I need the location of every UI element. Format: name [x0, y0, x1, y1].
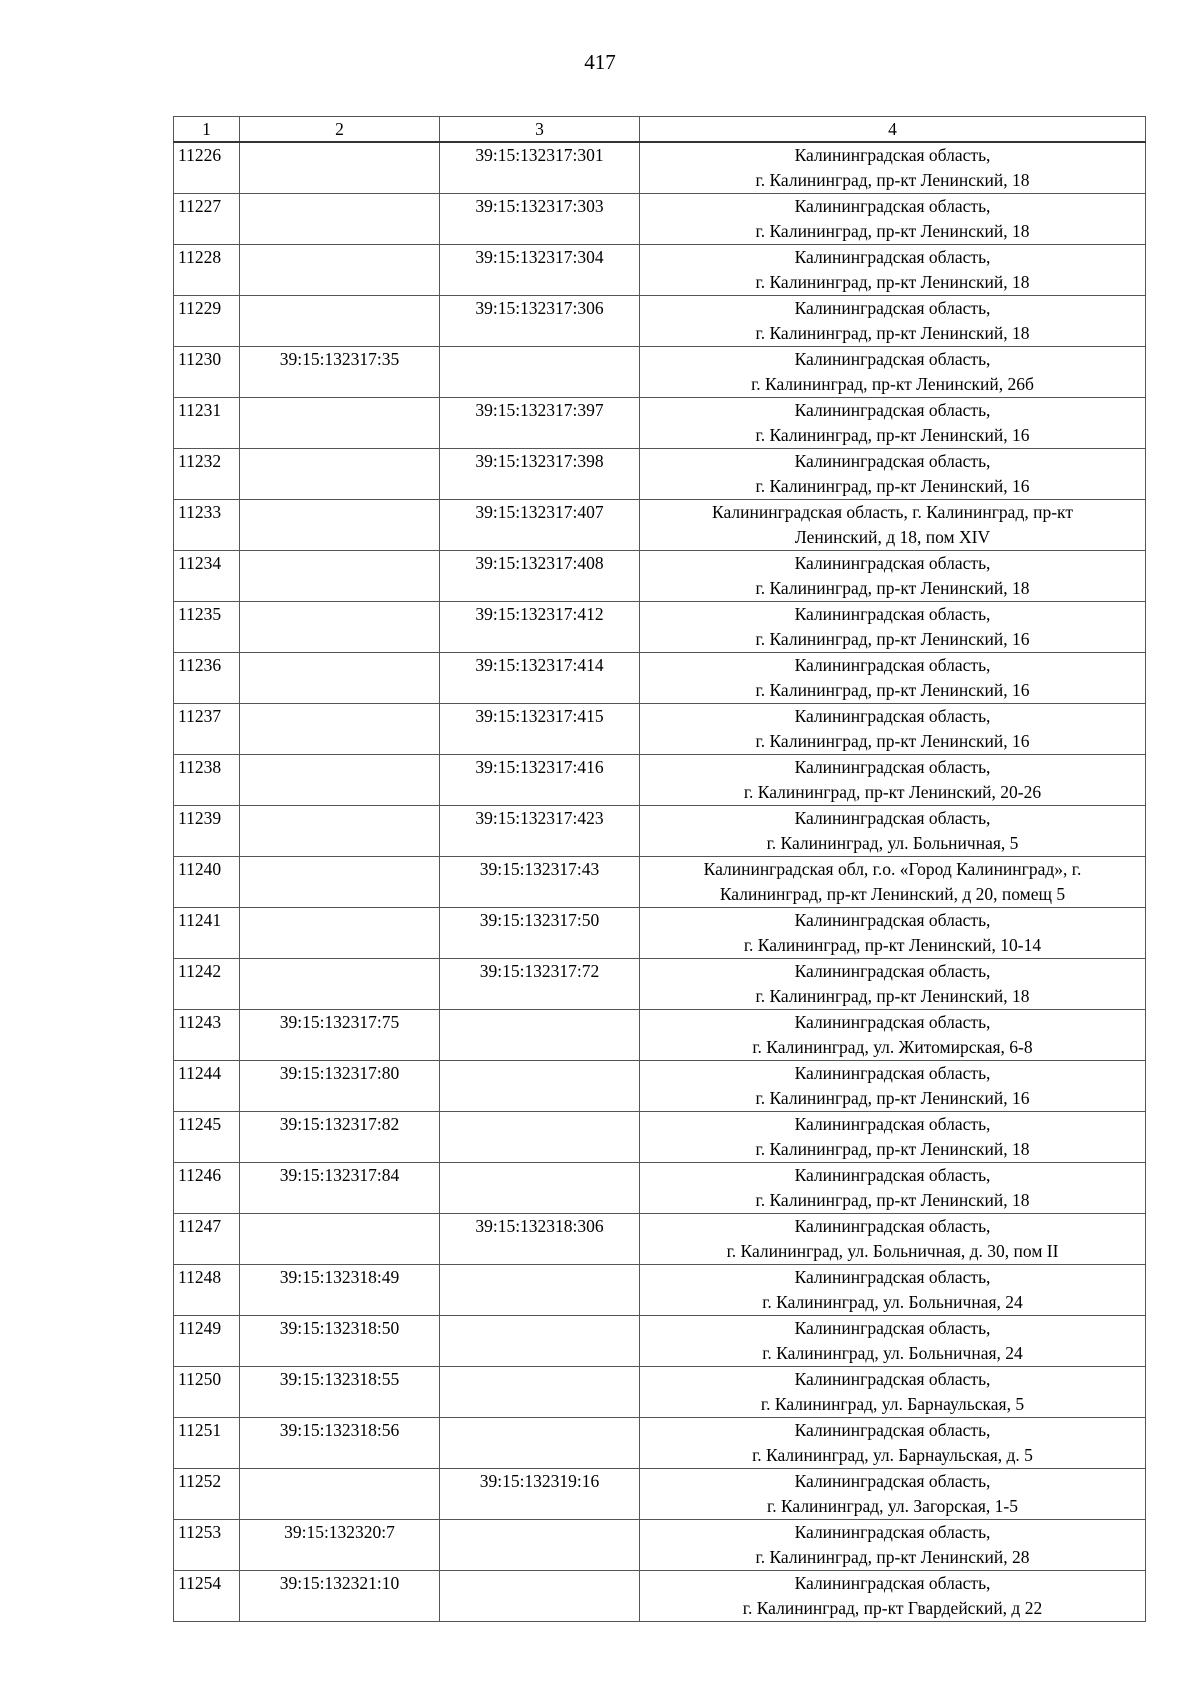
table-row [174, 500, 1146, 551]
address-cell [640, 398, 1146, 449]
row-number-cell: 11241 [174, 908, 240, 959]
address-line-2: г. Калининград, пр-кт Ленинский, 10-14 [743, 935, 1042, 955]
address-line-2: г. Калининград, пр-кт Ленинский, 16 [755, 629, 1030, 649]
address-line-1: Калининградская область, [794, 1216, 991, 1236]
row-number-cell: 11243 [174, 1010, 240, 1061]
address-line-2: г. Калининград, ул. Барнаульская, д. 5 [752, 1445, 1033, 1465]
row-number-cell: 11226 [174, 142, 240, 194]
address-line-2: г. Калининград, пр-кт Ленинский, 16 [755, 731, 1030, 751]
object-cadastral-number-cell: 39:15:132317:303 [440, 194, 640, 245]
row-number-cell: 11244 [174, 1061, 240, 1112]
address-line-1: Калининградская область, [794, 451, 991, 471]
address-line-1: Калининградская область, [794, 757, 991, 777]
column-header-3: 3 [440, 117, 640, 143]
table-row [174, 908, 1146, 959]
address-cell [640, 653, 1146, 704]
address-line-1: Калининградская область, [794, 961, 991, 981]
address-line-1: Калининградская область, [794, 298, 991, 318]
object-cadastral-number-cell: 39:15:132317:412 [440, 602, 640, 653]
table-row [174, 602, 1146, 653]
address-line-1: Калининградская область, [794, 604, 991, 624]
land-cadastral-number-cell [240, 449, 440, 500]
address-line-2: г. Калининград, ул. Житомирская, 6-8 [752, 1037, 1033, 1057]
table-row [174, 857, 1146, 908]
table-row [174, 1265, 1146, 1316]
row-number-cell: 11247 [174, 1214, 240, 1265]
address-line-2: г. Калининград, ул. Больничная, 5 [766, 833, 1019, 853]
table-row [174, 551, 1146, 602]
address-cell [640, 1316, 1146, 1367]
table-row [174, 1214, 1146, 1265]
row-number-cell: 11252 [174, 1469, 240, 1520]
table-row [174, 142, 1146, 194]
address-line-1: Калининградская область, [794, 1573, 991, 1593]
row-number-cell: 11227 [174, 194, 240, 245]
object-cadastral-number-cell: 39:15:132317:306 [440, 296, 640, 347]
land-cadastral-number-cell [240, 806, 440, 857]
row-number-cell: 11237 [174, 704, 240, 755]
address-cell [640, 755, 1146, 806]
address-line-2: г. Калининград, ул. Больничная, 24 [762, 1292, 1023, 1312]
land-cadastral-number-cell: 39:15:132317:84 [240, 1163, 440, 1214]
column-header-4: 4 [640, 117, 1146, 143]
address-cell [640, 704, 1146, 755]
object-cadastral-number-cell [440, 1112, 640, 1163]
land-cadastral-number-cell: 39:15:132321:10 [240, 1571, 440, 1622]
table-row [174, 1163, 1146, 1214]
column-header-1: 1 [174, 117, 240, 143]
address-line-1: Калининградская область, [794, 1471, 991, 1491]
address-line-1: Калининградская область, [794, 655, 991, 675]
land-cadastral-number-cell [240, 1214, 440, 1265]
address-cell [640, 959, 1146, 1010]
object-cadastral-number-cell: 39:15:132317:423 [440, 806, 640, 857]
address-cell [640, 1418, 1146, 1469]
land-cadastral-number-cell: 39:15:132318:50 [240, 1316, 440, 1367]
row-number-cell: 11250 [174, 1367, 240, 1418]
land-cadastral-number-cell [240, 602, 440, 653]
table-row [174, 1571, 1146, 1622]
row-number-cell: 11239 [174, 806, 240, 857]
land-cadastral-number-cell: 39:15:132318:56 [240, 1418, 440, 1469]
address-cell [640, 857, 1146, 908]
land-cadastral-number-cell [240, 398, 440, 449]
object-cadastral-number-cell [440, 347, 640, 398]
address-line-1: Калининградская область, [794, 196, 991, 216]
table-row [174, 1469, 1146, 1520]
address-line-1: Калининградская область, [794, 808, 991, 828]
land-cadastral-number-cell [240, 653, 440, 704]
address-line-1: Калининградская область, [794, 1165, 991, 1185]
address-cell [640, 1010, 1146, 1061]
object-cadastral-number-cell [440, 1316, 640, 1367]
table-row [174, 959, 1146, 1010]
address-line-2: г. Калининград, ул. Больничная, д. 30, пом II [726, 1241, 1059, 1261]
table-row [174, 245, 1146, 296]
address-line-2: г. Калининград, пр-кт Ленинский, 18 [755, 1139, 1030, 1159]
object-cadastral-number-cell [440, 1418, 640, 1469]
address-line-2: г. Калининград, пр-кт Ленинский, 18 [755, 323, 1030, 343]
land-cadastral-number-cell [240, 1469, 440, 1520]
address-cell [640, 1469, 1146, 1520]
object-cadastral-number-cell: 39:15:132318:306 [440, 1214, 640, 1265]
row-number-cell: 11228 [174, 245, 240, 296]
object-cadastral-number-cell: 39:15:132319:16 [440, 1469, 640, 1520]
table-row [174, 1316, 1146, 1367]
address-line-2: г. Калининград, пр-кт Ленинский, 18 [755, 578, 1030, 598]
address-line-2: г. Калининград, пр-кт Ленинский, 18 [755, 1190, 1030, 1210]
row-number-cell: 11246 [174, 1163, 240, 1214]
address-line-1: Калининградская область, [794, 706, 991, 726]
table-row [174, 1061, 1146, 1112]
address-line-2: г. Калининград, ул. Больничная, 24 [762, 1343, 1023, 1363]
address-cell [640, 1061, 1146, 1112]
address-line-2: г. Калининград, ул. Барнаульская, 5 [760, 1394, 1025, 1414]
column-header-2: 2 [240, 117, 440, 143]
address-line-2: г. Калининград, пр-кт Ленинский, 26б [751, 374, 1034, 394]
address-line-1: Калининградская обл, г.о. «Город Калининград», г. [703, 859, 1082, 879]
row-number-cell: 11232 [174, 449, 240, 500]
row-number-cell: 11245 [174, 1112, 240, 1163]
address-line-1: Калининградская область, [794, 247, 991, 267]
table-row [174, 755, 1146, 806]
address-cell [640, 1367, 1146, 1418]
object-cadastral-number-cell: 39:15:132317:72 [440, 959, 640, 1010]
address-line-1: Калининградская область, [794, 1267, 991, 1287]
table-row [174, 806, 1146, 857]
address-line-1: Калининградская область, [794, 1012, 991, 1032]
table-row [174, 1418, 1146, 1469]
address-line-2: Ленинский, д 18, пом XIV [794, 527, 991, 547]
address-cell [640, 142, 1146, 194]
table-row [174, 1367, 1146, 1418]
land-cadastral-number-cell: 39:15:132317:75 [240, 1010, 440, 1061]
table-row [174, 347, 1146, 398]
row-number-cell: 11242 [174, 959, 240, 1010]
table-body [174, 142, 1146, 1622]
address-line-2: г. Калининград, пр-кт Ленинский, 18 [755, 170, 1030, 190]
address-line-1: Калининградская область, [794, 910, 991, 930]
address-line-2: г. Калининград, пр-кт Ленинский, 28 [755, 1547, 1030, 1567]
row-number-cell: 11238 [174, 755, 240, 806]
row-number-cell: 11251 [174, 1418, 240, 1469]
object-cadastral-number-cell: 39:15:132317:50 [440, 908, 640, 959]
address-line-2: г. Калининград, пр-кт Ленинский, 16 [755, 680, 1030, 700]
land-cadastral-number-cell: 39:15:132317:80 [240, 1061, 440, 1112]
land-cadastral-number-cell [240, 551, 440, 602]
address-line-1: Калининградская область, [794, 1522, 991, 1542]
table-row [174, 653, 1146, 704]
object-cadastral-number-cell [440, 1061, 640, 1112]
address-line-2: г. Калининград, пр-кт Ленинский, 20-26 [743, 782, 1042, 802]
row-number-cell: 11233 [174, 500, 240, 551]
land-cadastral-number-cell [240, 500, 440, 551]
address-line-2: г. Калининград, пр-кт Ленинский, 16 [755, 425, 1030, 445]
address-line-2: Калининград, пр-кт Ленинский, д 20, помещ 5 [719, 884, 1066, 904]
land-cadastral-number-cell [240, 755, 440, 806]
row-number-cell: 11236 [174, 653, 240, 704]
land-cadastral-number-cell [240, 908, 440, 959]
address-cell [640, 1265, 1146, 1316]
land-cadastral-number-cell [240, 296, 440, 347]
table-row [174, 1112, 1146, 1163]
table-header-row [174, 117, 1146, 143]
address-line-1: Калининградская область, [794, 553, 991, 573]
object-cadastral-number-cell: 39:15:132317:407 [440, 500, 640, 551]
row-number-cell: 11254 [174, 1571, 240, 1622]
address-line-2: г. Калининград, пр-кт Ленинский, 16 [755, 1088, 1030, 1108]
address-cell [640, 1214, 1146, 1265]
address-line-2: г. Калининград, пр-кт Ленинский, 18 [755, 272, 1030, 292]
address-line-2: г. Калининград, ул. Загорская, 1-5 [767, 1496, 1018, 1516]
address-cell [640, 1163, 1146, 1214]
address-cell [640, 1520, 1146, 1571]
address-line-1: Калининградская область, [794, 1318, 991, 1338]
address-line-1: Калининградская область, [794, 145, 991, 165]
row-number-cell: 11240 [174, 857, 240, 908]
land-cadastral-number-cell [240, 959, 440, 1010]
address-cell [640, 500, 1146, 551]
address-cell [640, 551, 1146, 602]
land-cadastral-number-cell [240, 245, 440, 296]
land-cadastral-number-cell: 39:15:132320:7 [240, 1520, 440, 1571]
address-cell [640, 449, 1146, 500]
address-line-1: Калининградская область, [794, 1063, 991, 1083]
row-number-cell: 11249 [174, 1316, 240, 1367]
object-cadastral-number-cell: 39:15:132317:398 [440, 449, 640, 500]
address-line-1: Калининградская область, [794, 1369, 991, 1389]
address-line-1: Калининградская область, г. Калининград, пр-кт [712, 502, 1073, 522]
address-cell [640, 1112, 1146, 1163]
land-cadastral-number-cell: 39:15:132317:35 [240, 347, 440, 398]
object-cadastral-number-cell [440, 1010, 640, 1061]
row-number-cell: 11248 [174, 1265, 240, 1316]
land-cadastral-number-cell [240, 142, 440, 194]
table-row [174, 1010, 1146, 1061]
address-cell [640, 245, 1146, 296]
object-cadastral-number-cell: 39:15:132317:408 [440, 551, 640, 602]
object-cadastral-number-cell [440, 1520, 640, 1571]
object-cadastral-number-cell: 39:15:132317:397 [440, 398, 640, 449]
address-cell [640, 296, 1146, 347]
object-cadastral-number-cell: 39:15:132317:43 [440, 857, 640, 908]
address-cell [640, 347, 1146, 398]
object-cadastral-number-cell: 39:15:132317:301 [440, 142, 640, 194]
row-number-cell: 11231 [174, 398, 240, 449]
address-line-1: Калининградская область, [794, 1420, 991, 1440]
address-cell [640, 908, 1146, 959]
address-cell [640, 194, 1146, 245]
table-row [174, 1520, 1146, 1571]
land-cadastral-number-cell [240, 194, 440, 245]
row-number-cell: 11235 [174, 602, 240, 653]
registry-table [173, 116, 1146, 1622]
table-row [174, 449, 1146, 500]
land-cadastral-number-cell: 39:15:132317:82 [240, 1112, 440, 1163]
address-line-2: г. Калининград, пр-кт Ленинский, 18 [755, 221, 1030, 241]
object-cadastral-number-cell [440, 1265, 640, 1316]
address-cell [640, 602, 1146, 653]
land-cadastral-number-cell [240, 704, 440, 755]
table-row [174, 398, 1146, 449]
object-cadastral-number-cell: 39:15:132317:414 [440, 653, 640, 704]
address-line-1: Калининградская область, [794, 349, 991, 369]
row-number-cell: 11253 [174, 1520, 240, 1571]
address-line-1: Калининградская область, [794, 400, 991, 420]
row-number-cell: 11234 [174, 551, 240, 602]
address-cell [640, 1571, 1146, 1622]
row-number-cell: 11229 [174, 296, 240, 347]
table-row [174, 704, 1146, 755]
object-cadastral-number-cell [440, 1163, 640, 1214]
address-line-2: г. Калининград, пр-кт Ленинский, 16 [755, 476, 1030, 496]
land-cadastral-number-cell: 39:15:132318:49 [240, 1265, 440, 1316]
row-number-cell: 11230 [174, 347, 240, 398]
land-cadastral-number-cell: 39:15:132318:55 [240, 1367, 440, 1418]
address-line-2: г. Калининград, пр-кт Гвардейский, д 22 [742, 1598, 1043, 1618]
object-cadastral-number-cell: 39:15:132317:415 [440, 704, 640, 755]
land-cadastral-number-cell [240, 857, 440, 908]
table-row [174, 296, 1146, 347]
object-cadastral-number-cell: 39:15:132317:304 [440, 245, 640, 296]
object-cadastral-number-cell [440, 1367, 640, 1418]
address-cell [640, 806, 1146, 857]
object-cadastral-number-cell: 39:15:132317:416 [440, 755, 640, 806]
table-row [174, 194, 1146, 245]
page-number: 417 [584, 50, 616, 74]
address-line-2: г. Калининград, пр-кт Ленинский, 18 [755, 986, 1030, 1006]
object-cadastral-number-cell [440, 1571, 640, 1622]
address-line-1: Калининградская область, [794, 1114, 991, 1134]
